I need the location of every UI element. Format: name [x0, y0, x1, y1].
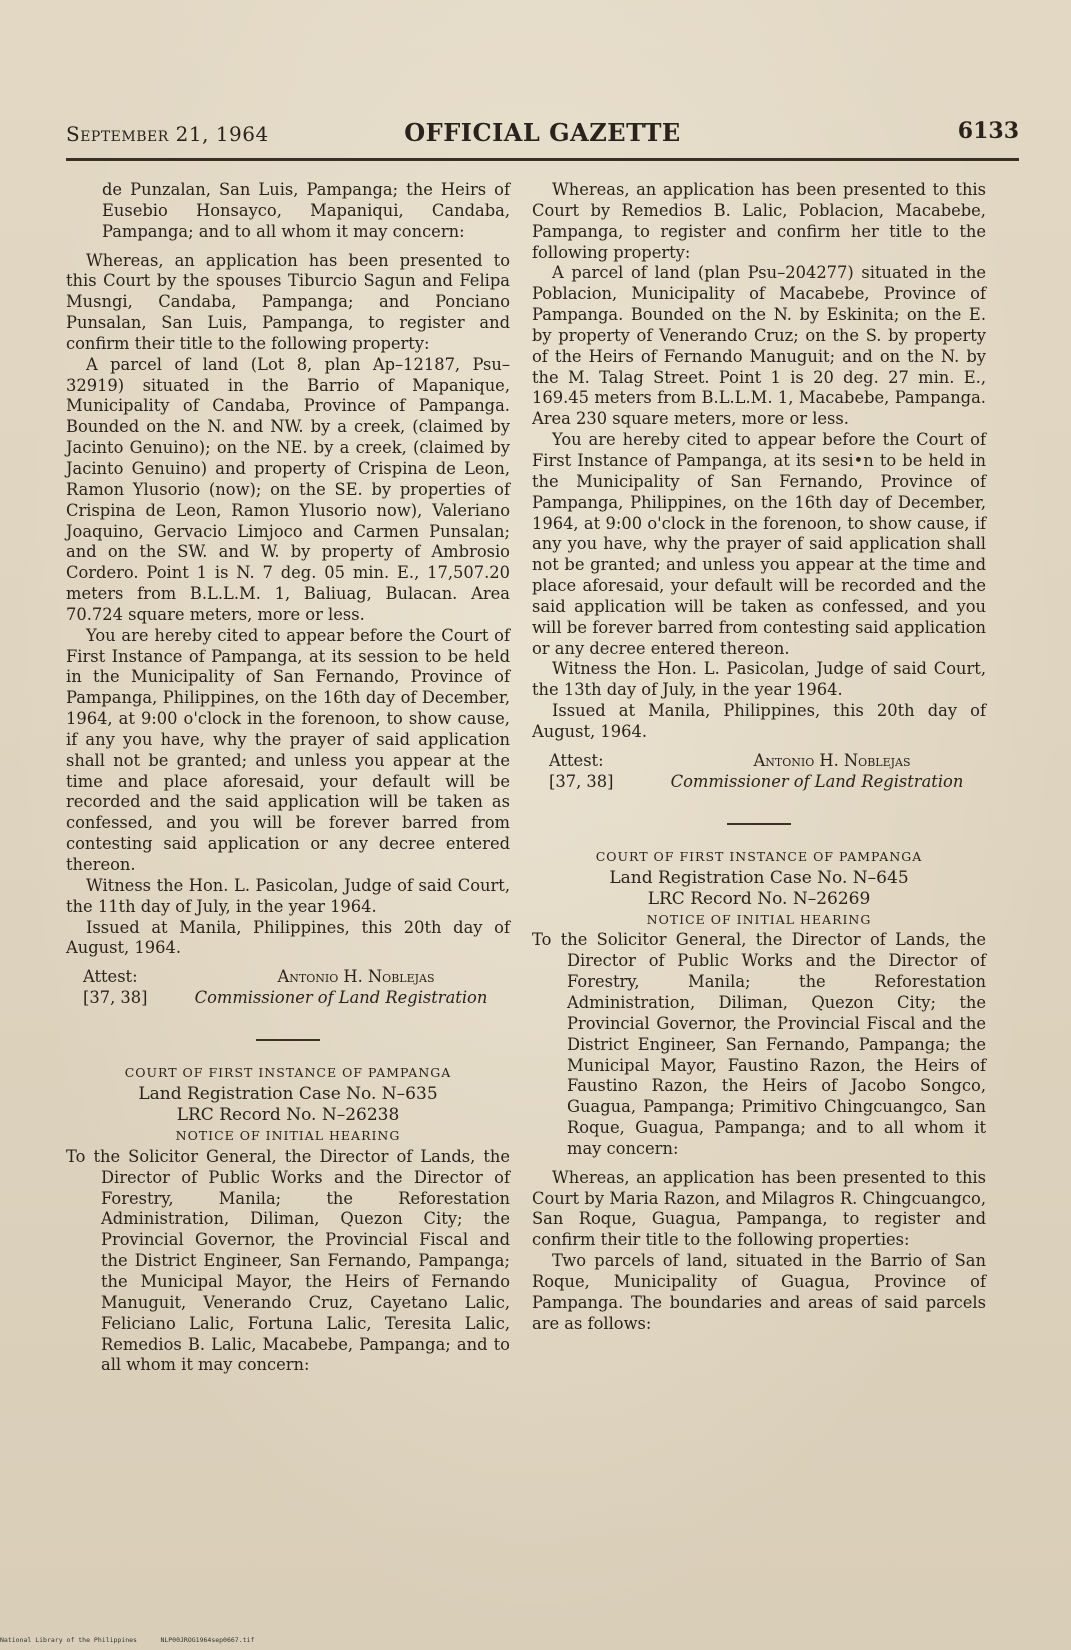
- case-number: Land Registration Case No. N–635: [138, 1084, 438, 1105]
- whereas-paragraph: Whereas, an application has been presented to this Court by Remedios B. Lalic, Poblacion, Macabebe, Pampanga, to register and confirm her title to the following property:: [532, 180, 986, 262]
- issued-paragraph: Issued at Manila, Philippines, this 20th day of August, 1964.: [532, 701, 986, 741]
- scan-footer: National Library of the Philippines NLP00JROG1964sep0667.tif: [0, 1636, 255, 1644]
- section-divider: [256, 1039, 320, 1041]
- signer-title: Commissioner of Land Registration: [670, 771, 964, 791]
- reference-numbers: [37, 38]: [83, 988, 148, 1008]
- court-heading: COURT OF FIRST INSTANCE OF PAMPANGA: [124, 1065, 452, 1081]
- issue-date: September 21, 1964: [66, 122, 269, 146]
- section-divider: [727, 823, 791, 825]
- reference-numbers: [37, 38]: [549, 771, 614, 791]
- notice-heading: NOTICE OF INITIAL HEARING: [175, 1128, 401, 1144]
- whereas-paragraph: Whereas, an application has been presented to this Court by the spouses Tiburcio Sagun and Felipa Musngi, Candaba, Pampanga; and Ponciano Punsalan, San Luis, Pampanga, to register and confirm their title to the following property:: [66, 250, 510, 353]
- issued-paragraph: Issued at Manila, Philippines, this 20th day of August, 1964.: [66, 917, 510, 958]
- addressee-continuation: de Punzalan, San Luis, Pampanga; the Heirs of Eusebio Honsayco, Mapaniqui, Candaba, Pampanga; and to all whom it may concern:: [102, 180, 510, 241]
- notice-heading: NOTICE OF INITIAL HEARING: [646, 911, 872, 927]
- attestation-block: [66, 967, 510, 1011]
- left-column: [66, 180, 510, 1376]
- page-number: 6133: [957, 118, 1019, 144]
- addressee-list: To the Solicitor General, the Director of Lands, the Director of Public Works and the Director of Forestry, Manila; the Reforestation Administration, Diliman, Quezon City; the Provincial Governor, the Provincial Fiscal and the District Engineer, San Fernando, Pampanga; the Municipal Mayor, the Heirs of Fernando Manuguit, Venerando Cruz, Cayetano Lalic, Feliciano Lalic, Fortuna Lalic, Teresita Lalic, Remedios B. Lalic, Macabebe, Pampanga; and to all whom it may concern:: [66, 1146, 510, 1375]
- citation-paragraph: You are hereby cited to appear before the Court of First Instance of Pampanga, at its session to be held in the Municipality of San Fernando, Province of Pampanga, Philippines, on the 16th day of December, 1964, at 9:00 o'clock in the forenoon, to show cause, if any you have, why the prayer of said application shall not be granted; and unless you appear at the time and place aforesaid, your default will be recorded and the said application will be taken as confessed, and you will be forever barred from contesting said application or any decree entered thereon.: [66, 625, 510, 874]
- witness-paragraph: Witness the Hon. L. Pasicolan, Judge of said Court, the 11th day of July, in the year 1964.: [66, 875, 510, 916]
- whereas-paragraph-2: Whereas, an application has been presented to this Court by Maria Razon, and Milagros R. Chingcuangco, San Roque, Guagua, Pampanga, to register and confirm their title to the following properties:: [532, 1167, 986, 1250]
- parcel-description: A parcel of land (Lot 8, plan Ap–12187, Psu–32919) situated in the Barrio of Mapanique, Municipality of Candaba, Province of Pampanga. Bounded on the N. and NW. by a creek, (claimed by Jacinto Genuino); on the NE. by a creek, (claimed by Jacinto Genuino) and property of Crispina de Leon, Ramon Ylusorio (now); on the SE. by properties of Crispina de Leon, Ramon Ylusorio now), Valeriano Joaquino, Gervacio Limjoco and Carmen Punsalan; and on the SW. and W. by property of Ambrosio Cordero. Point 1 is N. 7 deg. 05 min. E., 17,507.20 meters from B.L.L.M. 1, Baliuag, Bulacan. Area 70.724 square meters, more or less.: [66, 354, 510, 624]
- attestation-block: [532, 751, 986, 795]
- addressee-list: To the Solicitor General, the Director of Lands, the Director of Public Works and the Director of Forestry, Manila; the Reforestation Administration, Diliman, Quezon City; the Provincial Governor, the Provincial Fiscal and the District Engineer, San Fernando, Pampanga; the Municipal Mayor, Faustino Razon, the Heirs of Faustino Razon, the Heirs of Jacobo Songco, Guagua, Pampanga; Primitivo Chingcuangco, San Roque, Guagua, Pampanga; and to all whom it may concern:: [532, 930, 986, 1158]
- lrc-record-number: LRC Record No. N–26269: [647, 888, 871, 909]
- citation-paragraph: You are hereby cited to appear before the Court of First Instance of Pampanga, at its sesi•n to be held in the Municipality of San Fernando, Province of Pampanga, Philippines, on the 16th day of December, 1964, at 9:00 o'clock in the forenoon, to show cause, if any you have, why the prayer of said application shall not be granted; and unless you appear at the time and place aforesaid, your default will be recorded and the said application will be taken as confessed, and you will be forever barred from contesting said application or any decree entered thereon.: [532, 430, 986, 658]
- signer-name: Antonio H. Noblejas: [277, 967, 435, 987]
- parcels-intro: Two parcels of land, situated in the Barrio of San Roque, Municipality of Guagua, Province of Pampanga. The boundaries and areas of said parcels are as follows:: [532, 1251, 986, 1333]
- right-column: [532, 180, 986, 1335]
- case-number: Land Registration Case No. N–645: [609, 867, 909, 888]
- signer-title: Commissioner of Land Registration: [194, 988, 488, 1008]
- publication-title: OFFICIAL GAZETTE: [404, 118, 681, 147]
- court-heading: COURT OF FIRST INSTANCE OF PAMPANGA: [595, 848, 923, 864]
- signer-name: Antonio H. Noblejas: [753, 750, 911, 770]
- attest-label: Attest:: [549, 750, 604, 770]
- page-header: [66, 118, 1019, 161]
- attest-label: Attest:: [83, 967, 138, 987]
- parcel-description: A parcel of land (plan Psu–204277) situated in the Poblacion, Municipality of Macabebe, Province of Pampanga. Bounded on the N. by Eskinita; on the E. by property of Venerando Cruz; on the S. by property of the Heirs of Fernando Manuguit; and on the N. by the M. Talag Street. Point 1 is 20 deg. 27 min. E., 169.45 meters from B.L.L.M. 1, Macabebe, Pampanga. Area 230 square meters, more or less.: [532, 263, 986, 429]
- witness-paragraph: Witness the Hon. L. Pasicolan, Judge of said Court, the 13th day of July, in the year 1964.: [532, 659, 986, 700]
- lrc-record-number: LRC Record No. N–26238: [176, 1105, 400, 1126]
